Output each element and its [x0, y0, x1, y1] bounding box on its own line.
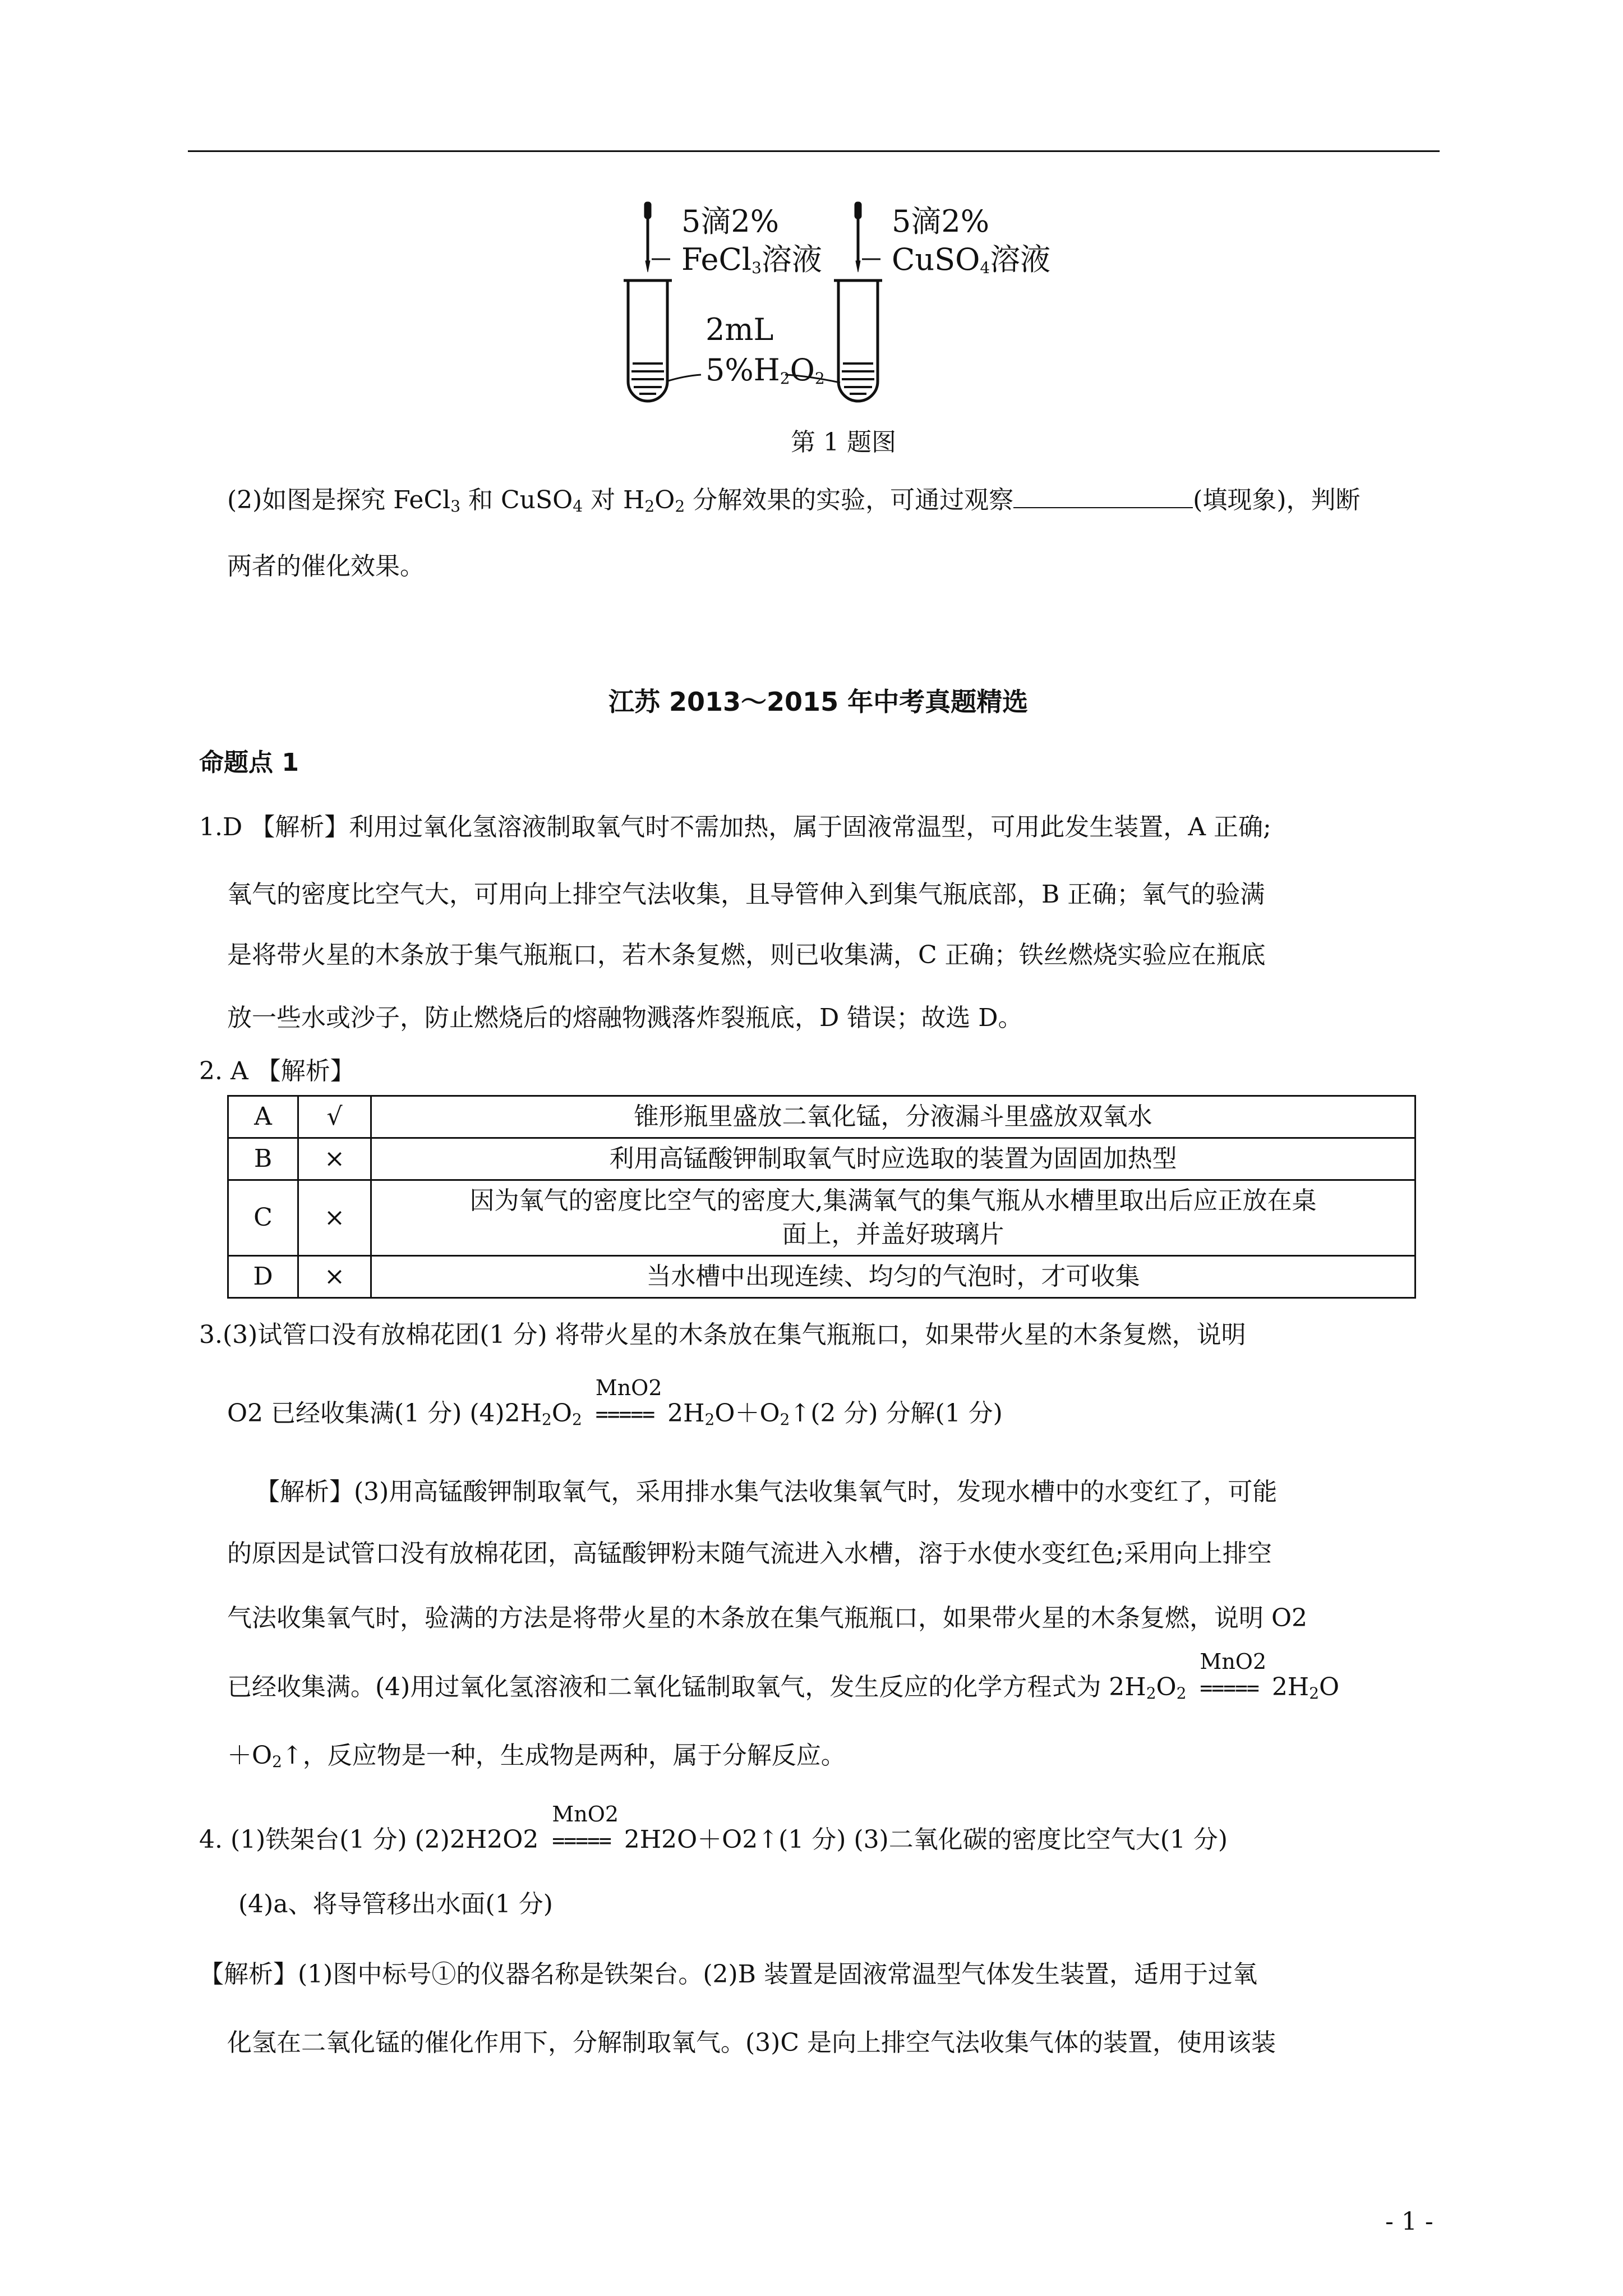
answer-3-explanation-4: 已经收集满。(4)用过氧化氢溶液和二氧化锰制取氧气，发生反应的化学方程式为 $2H_2O_2$ MnO2 ===== $2H_2O$: [227, 1671, 1339, 1710]
right-dropper-icon: [855, 202, 861, 272]
figure-caption: 第 1 题图: [791, 428, 896, 457]
table-row: [228, 1096, 1415, 1138]
answer-3-line-2: O2 已经收集满(1 分) $(4)2H_2O_2$ MnO2 ===== $2H_2O+O_2↑(2$ 分) 分解(1 分): [227, 1397, 1003, 1437]
table-row: [228, 1138, 1415, 1180]
table-row: [228, 1180, 1415, 1256]
question-2-line-2: 两者的催化效果。: [227, 552, 425, 581]
option-explanation: 锥形瓶里盛放二氧化锰，分液漏斗里盛放双氧水: [371, 1096, 1415, 1138]
option-key: B: [228, 1138, 298, 1180]
answer-3-explanation-5: $+O_2↑$，反应物是一种，生成物是两种，属于分解反应。: [227, 1741, 846, 1771]
option-explanation: 因为氧气的密度比空气的密度大,集满氧气的集气瓶从水槽里取出后应正放在桌 面上，并盖好玻璃片: [371, 1180, 1415, 1256]
right-solution-label: CuSO$_4$溶液: [892, 242, 1051, 277]
left-test-tube-icon: [624, 280, 672, 401]
page-number: - 1 -: [1385, 2207, 1433, 2236]
answer-4-line-1: 4. (1)铁架台(1 分) (2)2H2O2 MnO2 ===== 2H2O＋O2↑(1 分) (3)二氧化碳的密度比空气大(1 分): [199, 1823, 1228, 1857]
answer-1-line-2: 氧气的密度比空气大，可用向上排空气法收集，且导管伸入到集气瓶底部，B 正确；氧气的验满: [227, 880, 1265, 909]
option-key: A: [228, 1096, 298, 1138]
option-explanation: 当水槽中出现连续、均匀的气泡时，才可收集: [371, 1256, 1415, 1298]
left-dropper-icon: [644, 202, 651, 272]
section-title: 江苏 2013～2015 年中考真题精选: [608, 687, 1029, 717]
catalyst-equation-sign: MnO2 =====: [595, 1375, 662, 1427]
h2o2-label: $5\%H_2O_2$: [706, 352, 825, 388]
answer-4-explanation-1: 【解析】(1)图中标号①的仪器名称是铁架台。(2)B 装置是固液常温型气体发生装置，适用于过氧: [199, 1960, 1257, 1989]
catalyst-equation-sign: MnO2 =====: [552, 1802, 619, 1853]
right-drop-amount: 5滴2%: [892, 204, 990, 239]
check-mark-icon: √: [298, 1096, 371, 1138]
question-2-line-1: (2)如图是探究 FeCl$_3$ 和 CuSO$_4$ 对 $H_2O_2$ 分解效果的实验，可通过观察 (填现象)，判断: [227, 486, 1361, 516]
right-test-tube-icon: [834, 280, 882, 401]
answer-3-line-1: 3.(3)试管口没有放棉花团(1 分) 将带火星的木条放在集气瓶瓶口，如果带火星的木条复燃，说明: [199, 1320, 1246, 1349]
topic-heading: 命题点 1: [199, 748, 299, 777]
answer-4-line-2: (4)a、将导管移出水面(1 分): [238, 1890, 553, 1918]
cross-mark-icon: ×: [298, 1256, 371, 1298]
answer-3-explanation-2: 的原因是试管口没有放棉花团，高锰酸钾粉末随气流进入水槽，溶于水使水变红色;采用向上排空: [227, 1539, 1272, 1568]
answer-4-explanation-2: 化氢在二氧化锰的催化作用下，分解制取氧气。(3)C 是向上排空气法收集气体的装置，使用该装: [227, 2028, 1276, 2057]
answer-2-table: [227, 1095, 1416, 1299]
cross-mark-icon: ×: [298, 1180, 371, 1256]
left-solution-label: FeCl$_3$溶液: [681, 242, 822, 277]
answer-1-line-4: 放一些水或沙子，防止燃烧后的熔融物溅落炸裂瓶底，D 错误；故选 D。: [227, 1004, 1023, 1032]
option-key: D: [228, 1256, 298, 1298]
catalyst-equation-sign: MnO2 =====: [1200, 1649, 1267, 1700]
answer-1-line-3: 是将带火星的木条放于集气瓶瓶口，若木条复燃，则已收集满，C 正确；铁丝燃烧实验应在瓶底: [227, 941, 1266, 969]
left-drop-amount: 5滴2%: [681, 204, 780, 239]
header-rule: [188, 150, 1440, 152]
answer-blank: [1013, 486, 1193, 508]
table-row: [228, 1256, 1415, 1298]
answer-2-header: 2. A 【解析】: [199, 1057, 355, 1085]
option-key: C: [228, 1180, 298, 1256]
answer-3-explanation-3: 气法收集氧气时，验满的方法是将带火星的木条放在集气瓶瓶口，如果带火星的木条复燃，说明 O2: [227, 1604, 1308, 1632]
answer-1-line-1: 1.D 【解析】利用过氧化氢溶液制取氧气时不需加热，属于固液常温型，可用此发生装置，A 正确;: [199, 813, 1271, 841]
cross-mark-icon: ×: [298, 1138, 371, 1180]
answer-3-explanation-1: 【解析】(3)用高锰酸钾制取氧气，采用排水集气法收集氧气时，发现水槽中的水变红了，可能: [255, 1478, 1278, 1506]
option-explanation: 利用高锰酸钾制取氧气时应选取的装置为固固加热型: [371, 1138, 1415, 1180]
volume-label: 2mL: [706, 312, 774, 347]
